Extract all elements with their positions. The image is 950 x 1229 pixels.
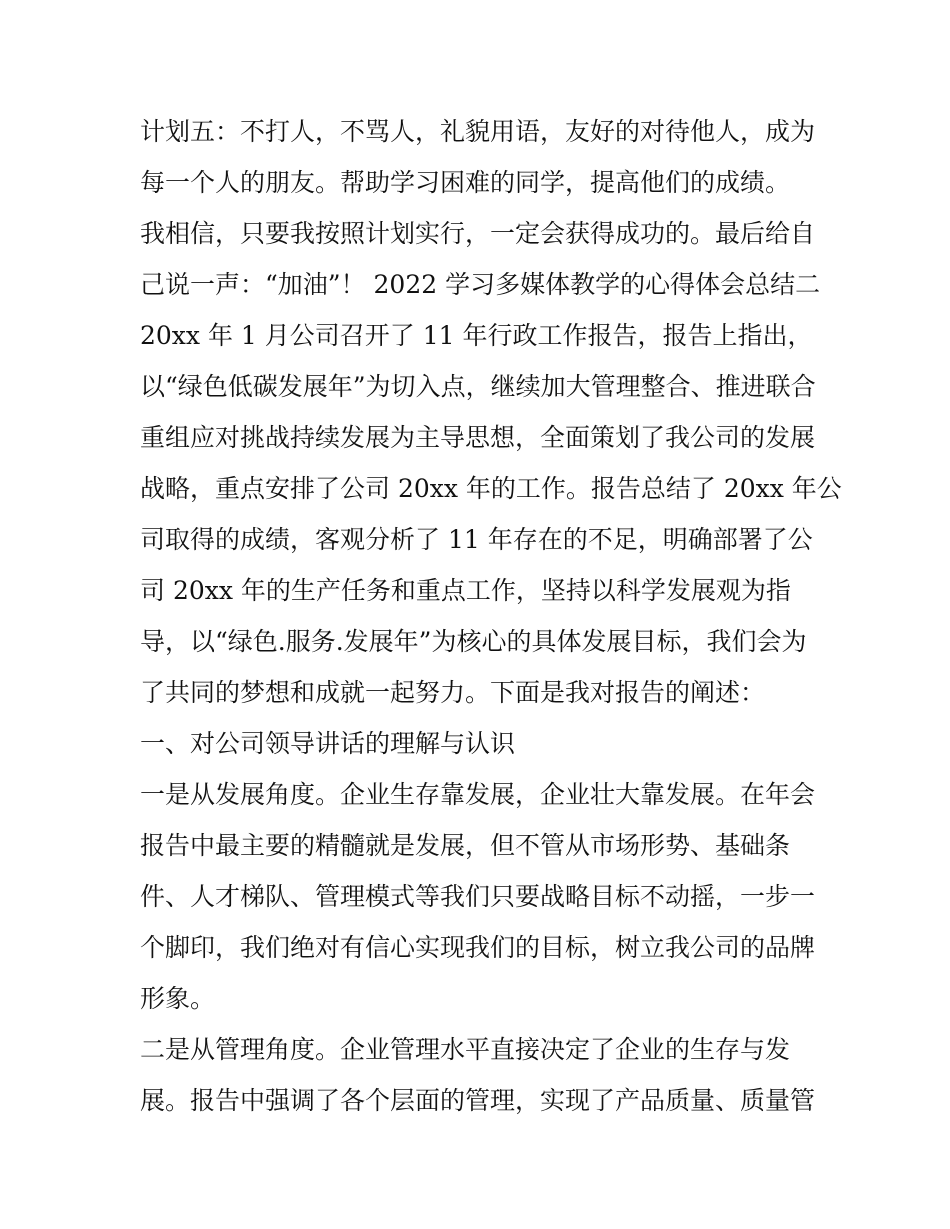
text-line: 一是从发展角度。企业生存靠发展，企业壮大靠发展。在年会 — [140, 780, 816, 809]
text-line: 以“绿色低碳发展年”为切入点，继续加大管理整合、推进联合 — [140, 372, 816, 401]
section-heading: 一、对公司领导讲话的理解与认识 — [140, 729, 516, 758]
text-line: 司取得的成绩，客观分析了 11 年存在的不足，明确部署了公 — [140, 525, 813, 554]
text-line: 二是从管理角度。企业管理水平直接决定了企业的生存与发 — [140, 1035, 791, 1064]
text-line: 我相信，只要我按照计划实行，一定会获得成功的。最后给自 — [140, 219, 816, 248]
text-line: 司 20xx 年的生产任务和重点工作，坚持以科学发展观为指 — [140, 576, 791, 605]
text-line: 每一个人的朋友。帮助学习困难的同学，提高他们的成绩。 — [140, 168, 791, 197]
text-line: 己说一声：“加油”！ 2022 学习多媒体教学的心得体会总结二 — [140, 270, 821, 299]
text-line: 导，以“绿色.服务.发展年”为核心的具体发展目标，我们会为 — [140, 627, 807, 656]
text-line: 战略，重点安排了公司 20xx 年的工作。报告总结了 20xx 年公 — [140, 474, 842, 503]
text-line: 了共同的梦想和成就一起努力。下面是我对报告的阐述： — [140, 678, 766, 707]
text-line: 报告中最主要的精髓就是发展，但不管从市场形势、基础条 — [140, 831, 791, 860]
body-text — [140, 106, 842, 1126]
text-line: 个脚印，我们绝对有信心实现我们的目标，树立我公司的品牌 — [140, 933, 816, 962]
text-line: 重组应对挑战持续发展为主导思想，全面策划了我公司的发展 — [140, 423, 816, 452]
text-line: 计划五：不打人，不骂人，礼貌用语，友好的对待他人，成为 — [140, 117, 816, 146]
text-line: 展。报告中强调了各个层面的管理，实现了产品质量、质量管 — [140, 1086, 816, 1115]
text-line: 20xx 年 1 月公司召开了 11 年行政工作报告，报告上指出， — [140, 321, 813, 350]
text-line: 形象。 — [140, 984, 216, 1013]
text-line: 件、人才梯队、管理模式等我们只要战略目标不动摇，一步一 — [140, 882, 816, 911]
